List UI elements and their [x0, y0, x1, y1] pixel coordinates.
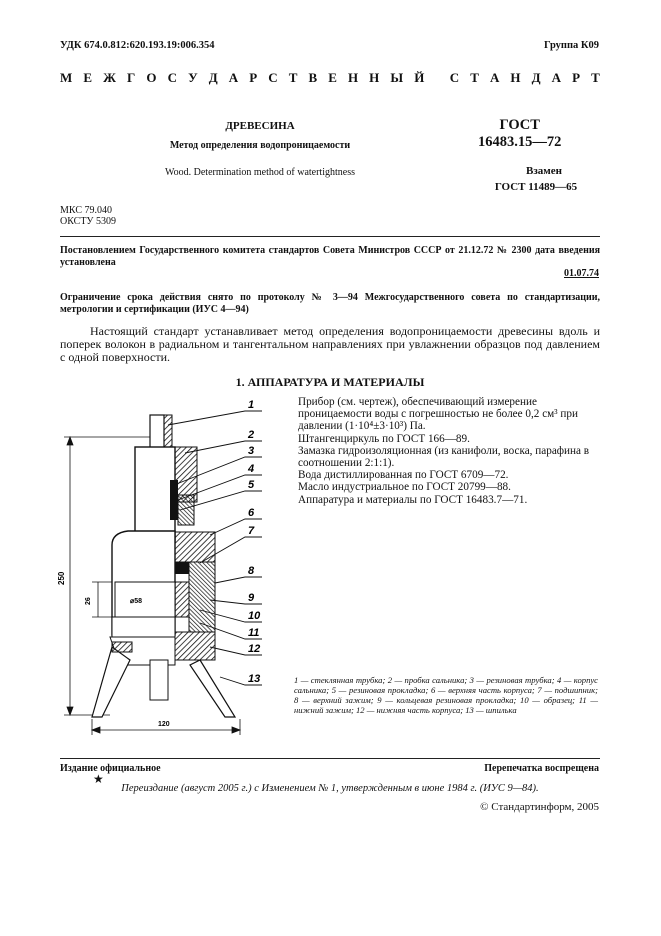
- dim-height-label: 250: [57, 571, 66, 585]
- divider-top: [60, 236, 600, 237]
- banner-letter: А: [489, 70, 500, 85]
- callout-number: 5: [248, 479, 255, 491]
- paragraph-putty: Замазка гидроизоляционная (из канифоли, воска, парафина в соотношении 2:1:1).: [298, 444, 590, 470]
- gland-body: [135, 447, 175, 542]
- paragraph-water: Вода дистиллированная по ГОСТ 6709—72.: [298, 469, 509, 482]
- copyright: © Стандартинформ, 2005: [480, 801, 599, 813]
- callout-leader: [215, 577, 262, 583]
- banner-letter: Р: [572, 70, 581, 85]
- figure-legend: 1 — стеклянная трубка; 2 — пробка сальника; 3 — резиновая трубка; 4 — корпус сальника; 5 — резиновая прокладка; 6 — верхняя часть корпуса; 7 — подшипник; 8 — верхний зажим; 9 — кольцевая резиновая прокладка; 10 — образец; 11 — нижний зажим; 12 — нижняя часть корпуса; 13 — шпилька: [294, 675, 598, 715]
- banner-letter: У: [188, 70, 198, 85]
- banner-letter: Р: [249, 70, 258, 85]
- callout-leader: [210, 519, 262, 535]
- intro-paragraph: Настоящий стандарт устанавливает метод определения водопроницаемости древесины вдоль и поперек волокон в радиальном и тангентальном направлениях при увлажнении образцов под давлением с одной поверхности.: [60, 324, 600, 364]
- replaces-gost: ГОСТ 11489—65: [494, 181, 578, 193]
- sample-area: [115, 582, 175, 617]
- okstu-code: ОКСТУ 5309: [60, 216, 117, 227]
- leg-nut-left: [112, 642, 132, 652]
- callout-number: 7: [248, 525, 255, 537]
- callout-number: 10: [248, 610, 261, 622]
- document-title: ДРЕВЕСИНА: [225, 120, 295, 132]
- lower-body-section: [175, 632, 215, 660]
- banner-letter: А: [228, 70, 239, 85]
- banner-letter: Д: [208, 70, 218, 85]
- section-heading: 1. АППАРАТУРА И МАТЕРИАЛЫ: [235, 375, 425, 389]
- banner-letter: В: [308, 70, 318, 85]
- callout-number: 4: [248, 463, 255, 475]
- mks-code: МКС 79.040: [60, 205, 112, 216]
- right-leg: [190, 660, 235, 717]
- banner-letter: Е: [83, 70, 93, 85]
- dim-width-label: 120: [158, 721, 170, 728]
- callout-number: 8: [248, 565, 255, 577]
- paragraph-device: Прибор (см. чертеж), обеспечивающий измерение проницаемости воды с погрешностью не более 0,2 см³ при давлении (1·10⁴±3·10³) Па.: [298, 396, 578, 433]
- callout-number: 12: [248, 643, 261, 655]
- udk-code: УДК 674.0.812:620.193.19:006.354: [60, 40, 215, 51]
- replaces-label: Взамен: [526, 165, 562, 177]
- dim-sample-label: 26: [85, 597, 92, 605]
- banner-letter: С: [449, 70, 460, 85]
- banner-letter: Т: [470, 70, 479, 85]
- banner-letter: С: [167, 70, 177, 85]
- introduction-date: 01.07.74: [564, 268, 599, 279]
- device-drawing: [50, 385, 300, 750]
- banner-letter: Ы: [390, 70, 404, 85]
- document-subtitle: Метод определения водопроницаемости: [169, 140, 351, 151]
- banner-letter: О: [146, 70, 157, 85]
- star-icon: ★: [93, 772, 104, 786]
- callout-number: 6: [248, 507, 255, 519]
- gost-code: 16483.15—72: [478, 134, 562, 150]
- classification-codes: [60, 205, 116, 227]
- divider-bottom: [60, 758, 600, 759]
- resolution-text: Постановлением Государственного комитета стандартов Совета Министров СССР от 21.12.72 № 2300 дата введения установлена: [60, 245, 600, 268]
- paragraph-equipment: Аппаратура и материалы по ГОСТ 16483.7—71.: [298, 493, 528, 506]
- group-code: Группа К09: [543, 40, 599, 51]
- official-edition: Издание официальное: [60, 763, 161, 774]
- banner-letter: Д: [531, 70, 541, 85]
- sample-section: [175, 582, 189, 617]
- clamp-section: [189, 562, 215, 632]
- callout-number: 3: [248, 445, 255, 457]
- paragraph-oil: Масло индустриальное по ГОСТ 20799—88.: [298, 481, 511, 494]
- dim-diameter-label: ⌀58: [130, 598, 143, 605]
- rubber-tube: [170, 480, 178, 520]
- banner-letter: Н: [510, 70, 521, 85]
- outlet-nozzle: [150, 660, 168, 700]
- banner-letter: Н: [347, 70, 359, 85]
- callout-number: 9: [248, 592, 255, 604]
- banner-letter: Н: [369, 70, 380, 85]
- callout-leader: [210, 600, 262, 604]
- paragraph-caliper: Штангенциркуль по ГОСТ 166—89.: [298, 432, 470, 445]
- callout-number: 11: [248, 627, 260, 639]
- reissue-note: Переиздание (август 2005 г.) с Изменением № 1, утвержденным в июне 1984 г. (ИУС 9—84).: [121, 783, 539, 794]
- section-body: [298, 396, 598, 506]
- banner-letter: Т: [288, 70, 298, 85]
- banner-letter: Т: [591, 70, 600, 85]
- callout-number: 2: [248, 429, 255, 441]
- left-leg: [92, 647, 130, 717]
- english-title: Wood. Determination method of watertightness: [165, 167, 355, 178]
- callout-leader: [168, 411, 262, 425]
- interstate-standard-banner: [60, 70, 600, 86]
- bearing: [175, 562, 189, 574]
- lower-clamp: [112, 617, 175, 637]
- reprint-forbidden: Перепечатка воспрещена: [484, 763, 599, 774]
- banner-letter: С: [268, 70, 278, 85]
- banner-letter: А: [551, 70, 562, 85]
- banner-letter: Г: [127, 70, 136, 85]
- limitation-text: Ограничение срока действия снято по протоколу № 3—94 Межгосударственного совета по стандартизации, метрологии и сертификации (ИУС 4—94): [60, 292, 600, 315]
- gost-label: ГОСТ: [499, 117, 540, 133]
- banner-letter: М: [60, 70, 73, 85]
- banner-letter: Й: [414, 70, 425, 85]
- banner-letter: Е: [328, 70, 337, 85]
- gost-number: [478, 117, 561, 151]
- banner-letter: [435, 70, 438, 86]
- callout-number: 1: [248, 399, 255, 411]
- callout-number: 13: [248, 673, 261, 685]
- banner-letter: Ж: [103, 70, 116, 85]
